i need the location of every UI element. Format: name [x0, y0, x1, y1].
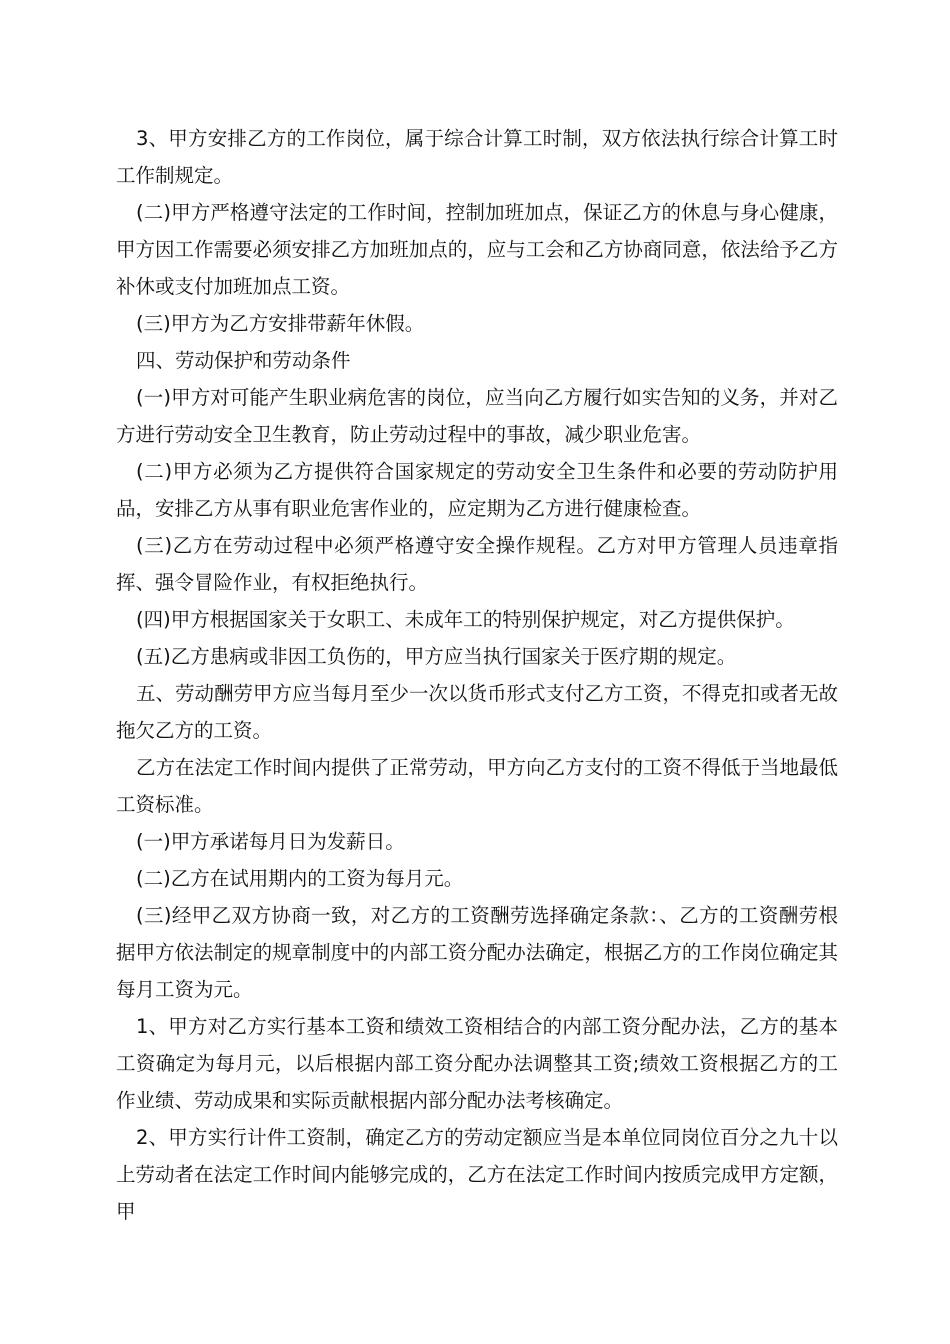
paragraph: (三)经甲乙双方协商一致，对乙方的工资酬劳选择确定条款：、乙方的工资酬劳根据甲方依法制定的规章制度中的内部工资分配办法确定，根据乙方的工作岗位确定其每月工资为元。 [116, 904, 838, 1001]
paragraph: 1、甲方对乙方实行基本工资和绩效工资相结合的内部工资分配办法，乙方的基本工资确定为每月元，以后根据内部工资分配办法调整其工资;绩效工资根据乙方的工作业绩、劳动成果和实际贡献根据内部分配办法考核确定。 [116, 1015, 838, 1112]
paragraph: 2、甲方实行计件工资制，确定乙方的劳动定额应当是本单位同岗位百分之九十以上劳动者在法定工作时间内能够完成的，乙方在法定工作时间内按质完成甲方定额，甲 [116, 1126, 838, 1223]
section-heading: 五、劳动酬劳甲方应当每月至少一次以货币形式支付乙方工资，不得克扣或者无故拖欠乙方的工资。 [116, 682, 839, 742]
paragraph: 3、甲方安排乙方的工作岗位，属于综合计算工时制，双方依法执行综合计算工时工作制规定。 [116, 127, 838, 187]
paragraph: (三)甲方为乙方安排带薪年休假。 [136, 312, 425, 335]
paragraph: (二)乙方在试用期内的工资为每月元。 [136, 867, 464, 890]
paragraph: 乙方在法定工作时间内提供了正常劳动，甲方向乙方支付的工资不得低于当地最低工资标准。 [116, 756, 839, 816]
paragraph: (四)甲方根据国家关于女职工、未成年工的特别保护规定，对乙方提供保护。 [136, 608, 795, 631]
paragraph: (一)甲方对可能产生职业病危害的岗位，应当向乙方履行如实告知的义务，并对乙方进行劳动安全卫生教育，防止劳动过程中的事故，减少职业危害。 [116, 386, 838, 446]
section-heading: 四、劳动保护和劳动条件 [136, 349, 351, 372]
paragraph: (一)甲方承诺每月日为发薪日。 [136, 830, 405, 853]
paragraph: (三)乙方在劳动过程中必须严格遵守安全操作规程。乙方对甲方管理人员违章指挥、强令冒险作业，有权拒绝执行。 [116, 534, 838, 594]
paragraph: (二)甲方严格遵守法定的工作时间，控制加班加点，保证乙方的休息与身心健康，甲方因工作需要必须安排乙方加班加点的，应与工会和乙方协商同意，依法给予乙方补休或支付加班加点工资。 [116, 201, 838, 298]
paragraph: (二)甲方必须为乙方提供符合国家规定的劳动安全卫生条件和必要的劳动防护用品，安排乙方从事有职业危害作业的，应定期为乙方进行健康检查。 [116, 460, 838, 520]
paragraph: (五)乙方患病或非因工负伤的，甲方应当执行国家关于医疗期的规定。 [136, 645, 737, 668]
document-body [116, 120, 838, 1230]
